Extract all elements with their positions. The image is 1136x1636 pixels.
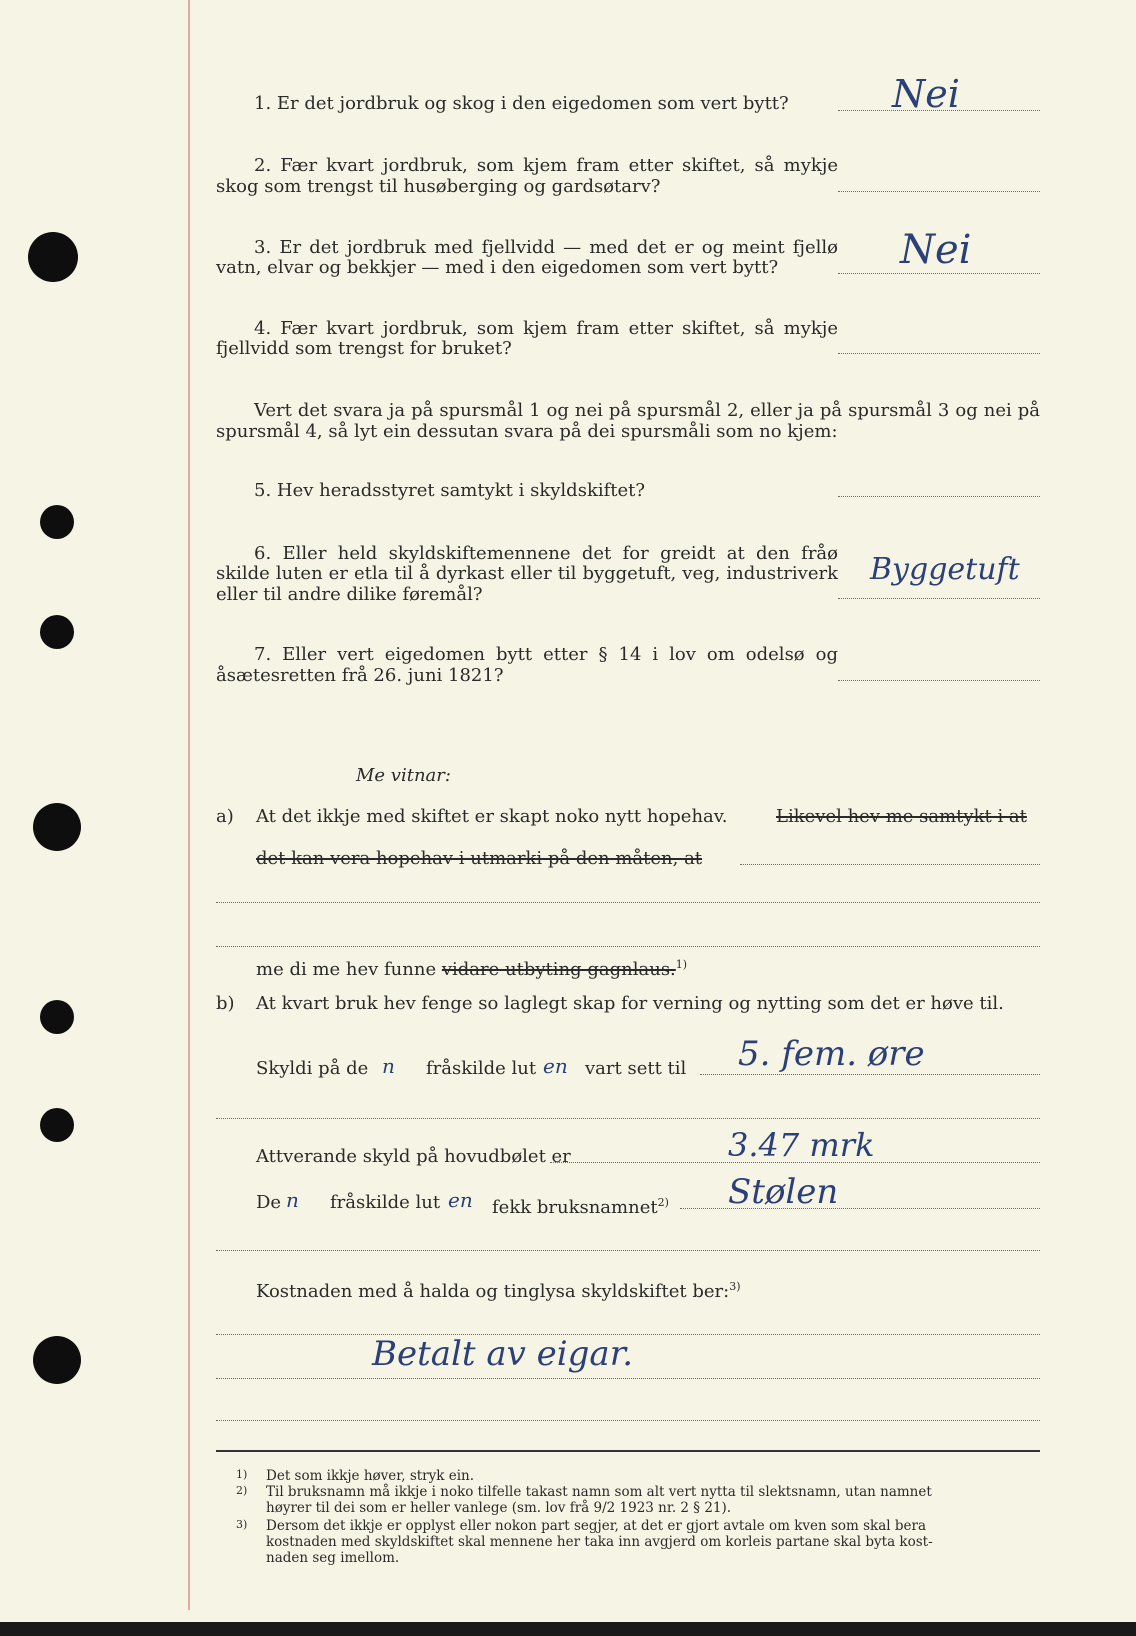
scan-edge <box>0 1622 1136 1636</box>
witness-a-label: a) <box>216 806 234 827</box>
footnote-ref-1: 1) <box>675 958 688 971</box>
witness-line-4 <box>216 946 1040 947</box>
bruksnamn-line-2 <box>216 1250 1040 1251</box>
skyld-label-a: Skyldi på de <box>256 1058 369 1079</box>
attverande-answer: 3.47 mrk <box>728 1126 875 1164</box>
footnote-1: Det som ikkje høver, stryk ein. <box>266 1468 475 1484</box>
binder-hole <box>40 615 74 649</box>
kostnad-label-text: Kostnaden med å halda og tinglysa skyldskiftet ber: <box>256 1281 730 1302</box>
footnote-2-line-1: Til bruksnamn må ikkje i noko tilfelle takast namn som alt vert nytta til slektsnamn, utan namnet <box>266 1484 932 1500</box>
question-3-line-2: vatn, elvar og bekkjer — med i den eigedomen som vert bytt? <box>216 257 779 278</box>
bruksnamn-label-text: fekk bruksnamnet <box>492 1197 658 1218</box>
witness-b-text: At kvart bruk hev fenge so laglegt skap for verning og nytting som det er høve til. <box>256 993 1004 1014</box>
witness-a-line-4 <box>256 954 687 980</box>
binder-hole <box>40 505 74 539</box>
instruction-line-2: spursmål 4, så lyt ein dessutan svara på dei spursmåli som no kjem: <box>216 421 838 442</box>
witness-a-text: At det ikkje med skiftet er skapt noko nytt hopehav. <box>256 806 728 827</box>
skyld-line-2 <box>216 1118 1040 1119</box>
answer-line-5 <box>838 496 1040 497</box>
skyld-hw-1: n <box>382 1054 395 1078</box>
answer-line-4 <box>838 353 1040 354</box>
footnote-3-line-2: kostnaden med skyldskiftet skal mennene her taka inn avgjerd om korleis partane skal byta kost- <box>266 1534 933 1550</box>
bruksnamn-label-b: fråskilde lut <box>330 1192 441 1213</box>
answer-3: Nei <box>900 227 972 273</box>
footnote-2-number: 2) <box>236 1484 248 1497</box>
margin-rule <box>188 0 190 1610</box>
question-4-line-2: fjellvidd som trengst for bruket? <box>216 338 512 359</box>
binder-hole <box>33 1336 81 1384</box>
witness-line-3 <box>216 902 1040 903</box>
skyld-answer: 5. fem. øre <box>738 1034 925 1074</box>
question-2-line-1: 2. Fær kvart jordbruk, som kjem fram etter skiftet, så mykje <box>254 155 838 176</box>
question-6-line-1: 6. Eller held skyldskiftemennene det for greidt at den fråø <box>254 543 838 564</box>
kostnad-label <box>256 1276 741 1302</box>
answer-line-2 <box>838 191 1040 192</box>
question-3-line-1: 3. Er det jordbruk med fjellvidd — med det er og meint fjellø <box>254 237 838 258</box>
footnote-separator <box>216 1450 1040 1452</box>
instruction-line-1: Vert det svara ja på spursmål 1 og nei på spursmål 2, eller ja på spursmål 3 og nei på <box>254 400 1040 421</box>
footnote-3-line-3: naden seg imellom. <box>266 1550 400 1566</box>
kostnad-answer: Betalt av eigar. <box>372 1334 634 1374</box>
question-5: 5. Hev heradsstyret samtykt i skyldskiftet? <box>254 480 646 501</box>
footnote-3-number: 3) <box>236 1518 248 1531</box>
question-4-line-1: 4. Fær kvart jordbruk, som kjem fram etter skiftet, så mykje <box>254 318 838 339</box>
binder-hole <box>28 232 78 282</box>
footnote-ref-2: 2) <box>657 1196 669 1209</box>
question-7-line-2: åsætesretten frå 26. juni 1821? <box>216 665 504 686</box>
bruksnamn-label-a: De <box>256 1192 282 1213</box>
binder-hole <box>40 1108 74 1142</box>
binder-hole <box>33 803 81 851</box>
witness-a-struck-1: Likevel hev me samtykt i at <box>776 806 1027 827</box>
footnote-ref-3: 3) <box>729 1280 741 1293</box>
question-6-line-2: skilde luten er etla til å dyrkast eller til byggetuft, veg, industriverk <box>216 563 838 584</box>
witness-a-struck-2: det kan vera hopehav i utmarki på den måten, at <box>256 848 703 869</box>
answer-line-6 <box>838 598 1040 599</box>
binder-hole <box>40 1000 74 1034</box>
kostnad-line-3 <box>216 1420 1040 1421</box>
witness-line-2 <box>740 864 1040 865</box>
footnote-2-line-2: høyrer til dei som er heller vanlege (sm. lov frå 9/2 1923 nr. 2 § 21). <box>266 1500 732 1516</box>
question-1: 1. Er det jordbruk og skog i den eigedomen som vert bytt? <box>254 93 789 114</box>
witness-a-line-4-struck: vidare utbyting gagnlaus. <box>441 959 676 980</box>
bruksnamn-answer: Stølen <box>728 1172 839 1212</box>
witness-heading: Me vitnar: <box>356 765 451 786</box>
witness-b-label: b) <box>216 993 235 1014</box>
bruksnamn-label-c <box>492 1192 669 1218</box>
skyld-hw-2: en <box>543 1054 568 1078</box>
question-7-line-1: 7. Eller vert eigedomen bytt etter § 14 i lov om odelsø og <box>254 644 838 665</box>
witness-a-line-4-plain: me di me hev funne <box>256 959 437 980</box>
bruksnamn-hw-1: n <box>286 1188 299 1212</box>
question-6-line-3: eller til andre dilike føremål? <box>216 584 483 605</box>
bruksnamn-hw-2: en <box>448 1188 473 1212</box>
skyld-label-b: fråskilde lut <box>426 1058 537 1079</box>
footnote-3-line-1: Dersom det ikkje er opplyst eller nokon part segjer, at det er gjort avtale om kven som skal bera <box>266 1518 927 1534</box>
skyld-line <box>700 1074 1040 1075</box>
footnote-1-number: 1) <box>236 1468 248 1481</box>
answer-line-7 <box>838 680 1040 681</box>
answer-6: Byggetuft <box>870 552 1020 587</box>
answer-1: Nei <box>892 72 960 116</box>
question-2-line-2: skog som trengst til husøberging og gardsøtarv? <box>216 176 661 197</box>
attverande-label: Attverande skyld på hovudbølet er <box>256 1146 571 1167</box>
answer-line-3 <box>838 273 1040 274</box>
kostnad-line-2 <box>216 1378 1040 1379</box>
skyld-label-c: vart sett til <box>585 1058 687 1079</box>
